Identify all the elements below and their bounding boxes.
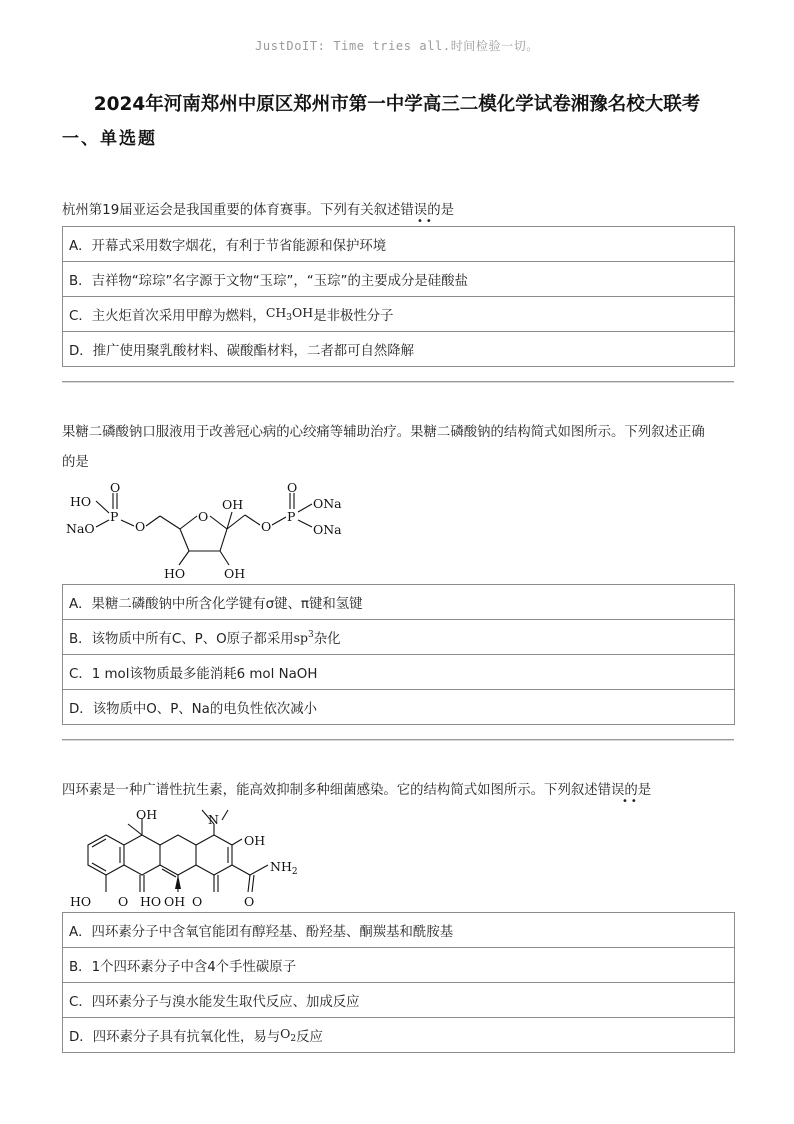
ona-top: ONa bbox=[313, 496, 342, 511]
o-2: O bbox=[192, 894, 203, 909]
option-c[interactable]: C．四环素分子与溴水能发生取代反应、加成反应 bbox=[63, 983, 734, 1018]
ho-1: HO bbox=[70, 894, 92, 909]
fructose-bisphosphate-structure bbox=[62, 480, 362, 584]
o-left-top: O bbox=[110, 480, 121, 495]
option-d[interactable]: D．四环素分子具有抗氧化性，易与 $O_2$ 反应 bbox=[63, 1018, 734, 1053]
option-c[interactable]: C．主火炬首次采用甲醇为燃料， $CH_3OH$ 是非极性分子 bbox=[63, 297, 734, 332]
o-right-bridge: O bbox=[261, 519, 272, 534]
option-a[interactable]: A．开幕式采用数字烟花，有利于节省能源和保护环境 bbox=[63, 227, 734, 262]
o-3: O bbox=[244, 894, 255, 909]
question-divider bbox=[62, 381, 734, 383]
oh-2: OH bbox=[164, 894, 186, 909]
nh2: $NH_2$ bbox=[270, 859, 298, 877]
p-right: P bbox=[287, 509, 296, 524]
formula-ch3oh: $CH_3OH$ bbox=[265, 305, 314, 323]
tetracycline-structure bbox=[62, 806, 322, 912]
o-1: O bbox=[118, 894, 129, 909]
option-a[interactable]: A．果糖二磷酸钠中所含化学键有σ键、π键和氢键 bbox=[63, 585, 734, 620]
o-left-bridge: O bbox=[135, 519, 146, 534]
n-dimethylamino: N bbox=[208, 812, 219, 827]
option-d[interactable]: D．该物质中O、P、Na的电负性依次减小 bbox=[63, 690, 734, 725]
question-divider bbox=[62, 739, 734, 741]
oh-anomeric: OH bbox=[222, 497, 244, 512]
formula-o2: $O_2$ bbox=[280, 1026, 297, 1044]
nao-left: NaO bbox=[66, 521, 95, 536]
p-left: P bbox=[110, 509, 119, 524]
option-b[interactable]: B．该物质中所有C、P、O原子都采用 $sp^3$ 杂化 bbox=[63, 620, 734, 655]
oh-bottom: OH bbox=[224, 566, 246, 581]
question-2-options bbox=[62, 584, 735, 725]
ho-2: HO bbox=[140, 894, 162, 909]
option-b[interactable]: B．吉祥物“琮琮”名字源于文物“玉琮”，“玉琮”的主要成分是硅酸盐 bbox=[63, 262, 734, 297]
ho-left: HO bbox=[70, 494, 92, 509]
o-right-top: O bbox=[287, 480, 298, 495]
formula-sp3: $sp^3$ bbox=[293, 629, 314, 645]
option-a[interactable]: A．四环素分子中含氧官能团有醇羟基、酚羟基、酮羰基和酰胺基 bbox=[63, 913, 734, 948]
oh-right: OH bbox=[244, 833, 266, 848]
ho-bottom: HO bbox=[164, 566, 186, 581]
question-3-stem: 四环素是一种广谱性抗生素，能高效抑制多种细菌感染。它的结构简式如图所示。下列叙述错误的是 bbox=[62, 783, 652, 798]
emphasis-dots: •• bbox=[417, 216, 435, 227]
question-1-options bbox=[62, 226, 735, 367]
oh-top: OH bbox=[136, 807, 158, 822]
question-1-stem: 杭州第19届亚运会是我国重要的体育赛事。下列有关叙述错误的是 bbox=[62, 203, 454, 218]
document-title: 2024年河南郑州中原区郑州市第一中学高三二模化学试卷湘豫名校大联考 bbox=[93, 94, 701, 115]
option-b[interactable]: B．1个四环素分子中含4个手性碳原子 bbox=[63, 948, 734, 983]
question-2-stem: 果糖二磷酸钠口服液用于改善冠心病的心绞痛等辅助治疗。果糖二磷酸钠的结构简式如图所示。下列叙述正确 的是 bbox=[62, 425, 705, 470]
option-d[interactable]: D．推广使用聚乳酸材料、碳酸酯材料，二者都可自然降解 bbox=[63, 332, 734, 367]
ona-bottom: ONa bbox=[313, 522, 342, 537]
o-ring: O bbox=[198, 509, 209, 524]
option-c[interactable]: C．1 mol该物质最多能消耗6 mol NaOH bbox=[63, 655, 734, 690]
section-title: 一、单选题 bbox=[62, 129, 157, 149]
question-3-options bbox=[62, 912, 735, 1053]
emphasis-dots: •• bbox=[622, 796, 640, 807]
watermark: JustDoIT: Time tries all.时间检验一切。 bbox=[255, 39, 539, 53]
